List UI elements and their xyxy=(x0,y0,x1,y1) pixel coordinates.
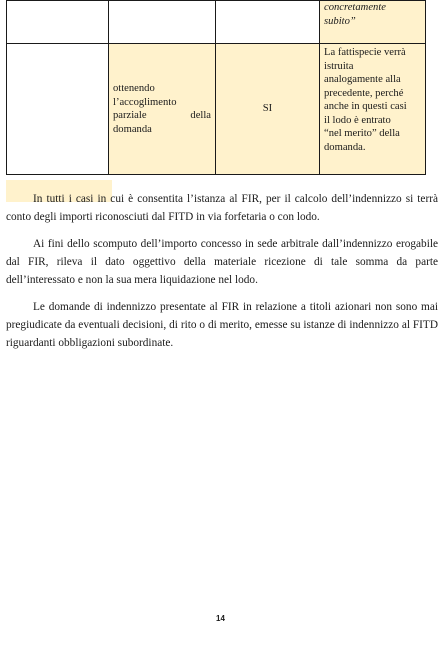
text-word: della xyxy=(190,110,211,121)
cell-text xyxy=(320,44,425,154)
body-paragraph: Ai fini dello scomputo dell’importo concesso in sede arbitrale dall’indennizzo erogabile dal FIR, rileva il dato oggettivo della materiale ricezione di tale somma da parte dell’interessato e non la sua mera liquidazione nel lodo. xyxy=(6,238,438,286)
body-paragraph: Le domande di indennizzo presentate al FIR in relazione a titoli azionari non sono mai pregiudicate da eventuali decisioni, di rito o di merito, emesse su istanze di indennizzo al FITD riguardanti obbligazioni subordinate. xyxy=(6,301,438,349)
table-cell xyxy=(7,44,109,175)
text-line: “nel merito” della xyxy=(324,128,400,139)
table-cell xyxy=(7,1,109,44)
text-line: La fattispecie verrà xyxy=(324,47,406,58)
cell-text xyxy=(320,1,425,28)
table-cell-condition xyxy=(109,44,216,175)
text-line: domanda xyxy=(113,123,152,135)
text-line: l’accoglimento xyxy=(113,96,177,108)
table-row xyxy=(7,44,426,175)
text-line xyxy=(113,109,211,123)
text-line: concretamente xyxy=(324,2,386,13)
text-line: anche in questi casi xyxy=(324,101,407,112)
text-line: ottenendo xyxy=(113,83,155,94)
text-line: domanda. xyxy=(324,141,366,153)
table-cell-note xyxy=(320,44,426,175)
text-line: analogamente alla xyxy=(324,74,401,85)
text-word: parziale xyxy=(113,110,147,121)
table-cell-answer: SI xyxy=(216,44,320,175)
text-line: subito” xyxy=(324,15,356,27)
cell-text xyxy=(109,82,215,136)
text-line: precedente, perché xyxy=(324,87,404,99)
body-paragraph: In tutti i casi in cui è consentita l’istanza al FIR, per il calcolo dell’indennizzo si terrà conto degli importi riconosciuti dal FITD in via forfetaria o con lodo. xyxy=(6,193,438,223)
text-line: istruita xyxy=(324,60,354,72)
table-cell-note xyxy=(320,1,426,44)
table-row xyxy=(7,1,426,44)
page-number: 14 xyxy=(216,614,225,623)
table-cell xyxy=(216,1,320,44)
eligibility-table xyxy=(6,0,426,175)
text-line: il lodo è entrato xyxy=(324,114,391,126)
table-cell xyxy=(109,1,216,44)
